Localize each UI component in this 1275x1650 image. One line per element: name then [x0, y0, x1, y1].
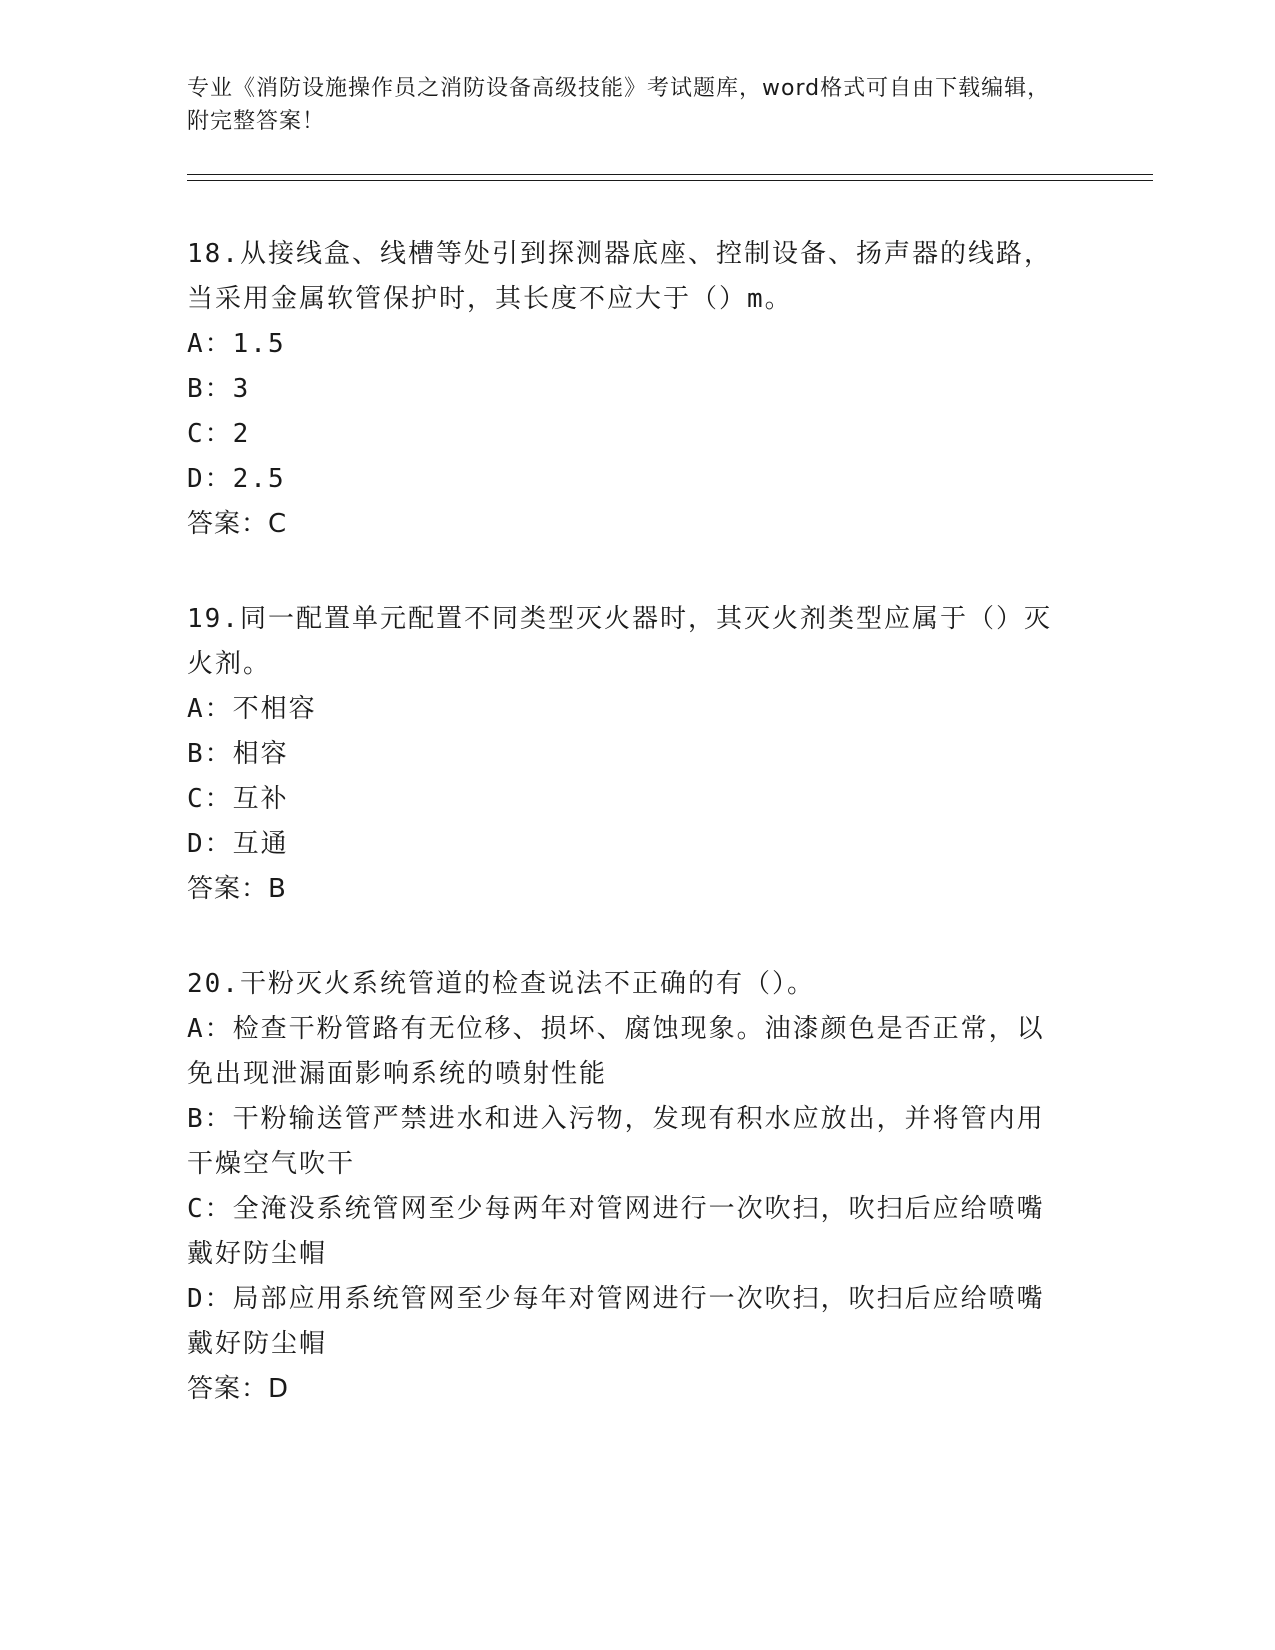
option-b: B：3: [187, 374, 251, 404]
option-c: C：互补: [187, 784, 289, 814]
question-stem: 20.干粉灭火系统管道的检查说法不正确的有（）。: [187, 969, 815, 999]
option-c: C：2: [187, 419, 251, 449]
option-d: D：互通: [187, 829, 289, 859]
option-a: A：不相容: [187, 694, 317, 724]
header-divider-bottom: [187, 180, 1153, 181]
option-a: A：检查干粉管路有无位移、损坏、腐蚀现象。油漆颜色是否正常，以免出现泄漏面影响系统的喷射性能: [187, 1014, 1045, 1089]
header-text: 专业《消防设施操作员之消防设备高级技能》考试题库，word格式可自由下载编辑，附完整答案！: [187, 76, 1051, 134]
answer: 答案：D: [187, 1374, 290, 1404]
option-b: B：干粉输送管严禁进水和进入污物，发现有积水应放出，并将管内用干燥空气吹干: [187, 1104, 1045, 1179]
question-20: [187, 962, 1067, 1412]
answer: 答案：C: [187, 509, 288, 539]
option-c: C：全淹没系统管网至少每两年对管网进行一次吹扫，吹扫后应给喷嘴戴好防尘帽: [187, 1194, 1045, 1269]
header-divider-top: [187, 174, 1153, 175]
option-a: A：1.5: [187, 329, 286, 359]
question-18: [187, 232, 1067, 547]
question-19: [187, 597, 1067, 912]
answer: 答案：B: [187, 874, 287, 904]
option-b: B：相容: [187, 739, 289, 769]
document-header: [187, 72, 1067, 138]
question-stem: 19.同一配置单元配置不同类型灭火器时，其灭火剂类型应属于（）灭火剂。: [187, 604, 1052, 679]
option-d: D：局部应用系统管网至少每年对管网进行一次吹扫，吹扫后应给喷嘴戴好防尘帽: [187, 1284, 1045, 1359]
question-stem: 18.从接线盒、线槽等处引到探测器底座、控制设备、扬声器的线路，当采用金属软管保护时，其长度不应大于（）m。: [187, 239, 1052, 314]
option-d: D：2.5: [187, 464, 286, 494]
